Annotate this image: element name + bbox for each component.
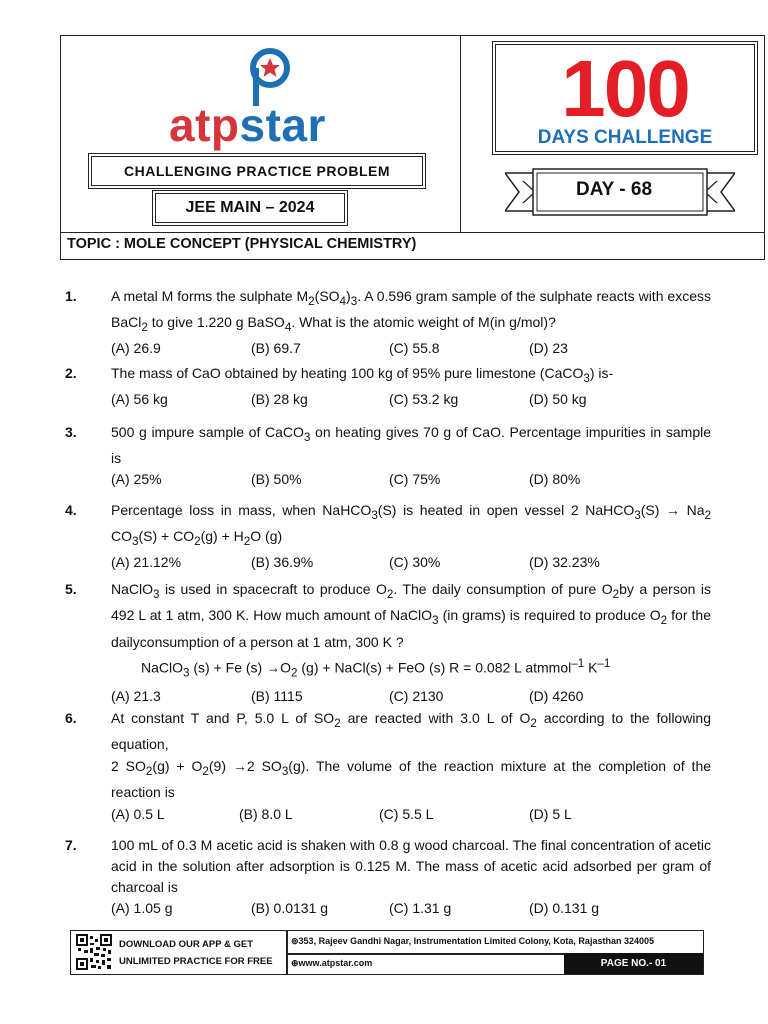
question-number: 5.: [65, 581, 77, 597]
download-line-1: DOWNLOAD OUR APP & GET: [119, 939, 254, 950]
header-left-panel: [61, 36, 461, 232]
option-b[interactable]: (B) 1115: [251, 688, 303, 705]
question-number: 6.: [65, 710, 77, 726]
page-number: PAGE NO.- 01: [564, 953, 703, 974]
option-a[interactable]: (A) 1.05 g: [111, 900, 173, 916]
address: [291, 936, 654, 947]
option-d[interactable]: (D) 50 kg: [529, 390, 587, 407]
option-d[interactable]: (D) 23: [529, 339, 568, 356]
question-7: [65, 835, 711, 919]
option-c[interactable]: (C) 75%: [389, 470, 441, 487]
option-b[interactable]: (B) 8.0 L: [239, 805, 293, 822]
question-number: 3.: [65, 424, 77, 440]
option-c[interactable]: (C) 30%: [389, 553, 441, 570]
option-b[interactable]: (B) 0.0131 g: [251, 900, 329, 916]
logo-atp: atp: [169, 99, 240, 151]
question-2: [65, 363, 711, 410]
location-icon: ⊚: [291, 936, 299, 946]
option-b[interactable]: (B) 36.9%: [251, 553, 314, 570]
question-4: [65, 500, 711, 573]
question-options: [111, 552, 711, 573]
option-d[interactable]: (D) 5 L: [529, 805, 572, 822]
option-a[interactable]: (A) 0.5 L: [111, 805, 165, 822]
reaction-equation: NaClO$_3$ (s) + Fe $(s) \to O_2$ (g) + NaCl(s) + FeO (s) R = 0.082 L atmmol$^{-1}$ $K^{-1}$: [141, 657, 611, 680]
question-text: A metal M forms the sulphate $M_2(SO_4)_3$. A 0.596 gram sample of the sulphate reacts with excess BaCl$_2$ to give 1.220 g BaSO$_4$. What is the atomic weight of M(in g/mol)?: [111, 288, 711, 334]
practice-label: CHALLENGING PRACTICE PROBLEM: [91, 156, 423, 186]
question-text: NaClO$_3$ is used in spacecraft to produce $O_2$. The daily consumption of pure $O_2by$ a person is 492 L at 1 atm, 300 K. How much amount of NaClO$_3$ (in grams) is required to produce $O_2$ for the dailyconsumption of a person at 1 atm, 300 K ?: [111, 581, 711, 650]
question-options: [111, 686, 711, 707]
question-3: [65, 422, 711, 490]
option-a[interactable]: (A) 25%: [111, 470, 162, 487]
option-c[interactable]: (C) 53.2 kg: [389, 390, 459, 407]
days-challenge-box: [495, 44, 755, 152]
question-1: [65, 286, 711, 359]
option-c[interactable]: (C) 1.31 g: [389, 900, 452, 916]
header-box: [60, 35, 765, 260]
option-a[interactable]: (A) 21.3: [111, 688, 161, 705]
days-challenge-text: DAYS CHALLENGE: [537, 127, 713, 148]
option-a[interactable]: (A) 21.12%: [111, 553, 182, 570]
question-options: [111, 389, 711, 410]
option-a[interactable]: (A) 56 kg: [111, 390, 168, 407]
option-b[interactable]: (B) 28 kg: [251, 390, 308, 407]
option-b[interactable]: (B) 69.7: [251, 339, 301, 356]
question-options: [111, 338, 711, 359]
option-d[interactable]: (D) 4260: [529, 688, 584, 705]
brand-logo-text: [169, 98, 326, 152]
option-b[interactable]: (B) 50%: [251, 470, 302, 487]
day-label: DAY - 68: [575, 179, 653, 200]
footer-box: [70, 930, 704, 975]
option-d[interactable]: (D) 0.131 g: [529, 900, 600, 916]
exam-label: JEE MAIN – 2024: [155, 193, 345, 223]
option-d[interactable]: (D) 32.23%: [529, 553, 600, 570]
question-text: At constant T and P, 5.0 L of $SO_2$ are reacted with 3.0 L of $O_2$ according to the following equation, 2 $SO_2(g) + O_2(9) \to 2$ $SO_3(g)$. The volume of the reaction mixture at the completion of the reaction is: [111, 710, 712, 801]
question-6: [65, 708, 711, 825]
logo-star: star: [239, 99, 326, 151]
question-number: 7.: [65, 837, 77, 853]
option-a[interactable]: (A) 26.9: [111, 339, 161, 356]
website[interactable]: [291, 958, 372, 969]
option-d[interactable]: (D) 80%: [529, 470, 581, 487]
topic-label: TOPIC : MOLE CONCEPT (PHYSICAL CHEMISTRY): [61, 232, 764, 259]
question-5: [65, 579, 711, 707]
download-line-2: UNLIMITED PRACTICE FOR FREE: [119, 956, 273, 967]
question-number: 4.: [65, 502, 77, 518]
option-c[interactable]: (C) 2130: [389, 688, 444, 705]
qr-code-icon[interactable]: [76, 934, 112, 970]
question-options: [111, 804, 711, 825]
option-c[interactable]: (C) 55.8: [389, 339, 440, 356]
question-text: Percentage loss in mass, when NaHCO$_3$(S) is heated in open vessel 2 NaHCO$_3$(S) → $Na_2$ $CO_3(S) + CO_2(g) + H_2O$ (g): [111, 502, 711, 548]
question-text: 100 mL of 0.3 M acetic acid is shaken with 0.8 g wood charcoal. The final concentration of acetic acid in the solution after adsorption is 0.125 M. The mass of acetic acid adsorbed per gram of charcoal is: [111, 837, 711, 895]
option-c[interactable]: (C) 5.5 L: [379, 805, 434, 822]
question-text: The mass of CaO obtained by heating 100 kg of 95% pure limestone (CaCO$_3$) is-: [111, 365, 614, 385]
question-number: 1.: [65, 288, 77, 304]
website-link[interactable]: www.atpstar.com: [298, 958, 373, 968]
globe-icon: ⊕: [291, 958, 299, 968]
question-options: [111, 898, 711, 919]
days-number: 100: [561, 44, 689, 133]
question-number: 2.: [65, 365, 77, 381]
question-text: 500 g impure sample of CaCO$_3$ on heating gives 70 g of CaO. Percentage impurities in sample is: [111, 424, 711, 466]
question-options: [111, 469, 711, 490]
address-text: 353, Rajeev Gandhi Nagar, Instrumentation Limited Colony, Kota, Rajasthan 324005: [298, 936, 654, 946]
download-app-text: [119, 936, 273, 970]
